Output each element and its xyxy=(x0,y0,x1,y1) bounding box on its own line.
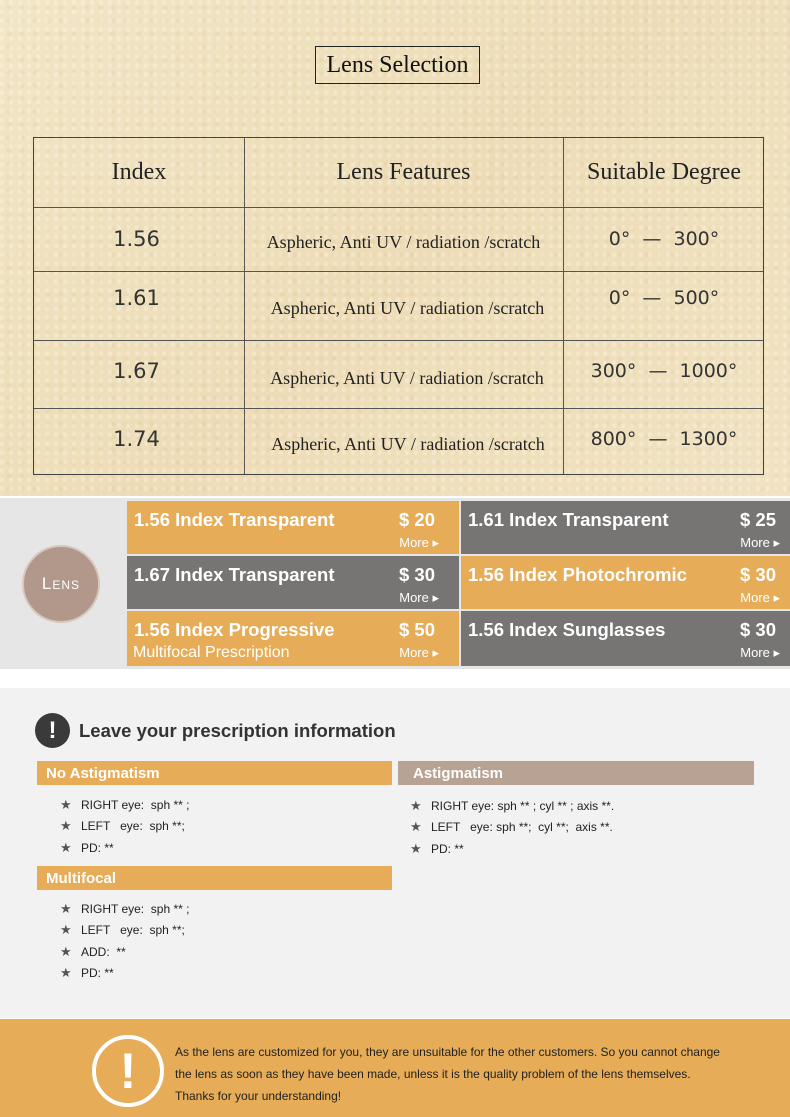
option-name: 1.56 Index Sunglasses xyxy=(468,619,666,640)
star-icon: ★ xyxy=(410,840,422,856)
header-features: Lens Features xyxy=(336,159,471,185)
star-icon: ★ xyxy=(60,796,72,812)
more-link[interactable]: More ▸ xyxy=(399,645,439,660)
row-features: Aspheric, Anti UV / radiation /scratch xyxy=(270,367,544,388)
star-icon: ★ xyxy=(60,943,72,959)
more-link[interactable]: More ▸ xyxy=(740,590,780,605)
header-degree: Suitable Degree xyxy=(587,159,741,185)
row-index: 1.74 xyxy=(113,427,160,451)
option-1-61-transparent[interactable] xyxy=(461,501,790,554)
star-icon: ★ xyxy=(410,819,422,835)
row-index: 1.56 xyxy=(113,227,160,251)
multifocal-bar: Multifocal xyxy=(37,866,392,890)
astigmatism-bar: Astigmatism xyxy=(398,761,754,785)
option-price: $ 30 xyxy=(739,619,776,640)
row-degree: 800° — 1300° xyxy=(590,428,738,450)
notice-line: Thanks for your understanding! xyxy=(175,1089,342,1103)
option-1-56-transparent[interactable] xyxy=(127,501,459,554)
exclamation-icon: ! xyxy=(35,713,70,748)
warning-icon: ! xyxy=(92,1035,164,1107)
option-price: $ 30 xyxy=(739,564,776,585)
lens-options-section xyxy=(0,497,790,669)
more-link[interactable]: More ▸ xyxy=(740,535,780,550)
notice-section xyxy=(0,1019,790,1117)
star-icon: ★ xyxy=(60,839,72,855)
notice-text xyxy=(175,1041,780,1107)
option-price: $ 50 xyxy=(398,619,435,640)
list-item: ★ LEFT eye: sph **; cyl **; axis **. xyxy=(410,819,613,835)
row-index: 1.67 xyxy=(113,359,160,383)
option-name: 1.61 Index Transparent xyxy=(468,509,669,530)
row-index: 1.61 xyxy=(113,285,160,310)
row-features: Aspheric, Anti UV / radiation /scratch xyxy=(270,298,545,318)
lens-badge: Lens xyxy=(22,545,100,623)
list-item: ★ RIGHT eye: sph ** ; xyxy=(60,900,190,916)
row-degree: 0° — 300° xyxy=(608,228,720,250)
lens-selection-title: Lens Selection xyxy=(315,46,480,84)
lens-selection-section xyxy=(0,0,790,496)
option-name: 1.56 Index Photochromic xyxy=(468,564,687,585)
star-icon: ★ xyxy=(60,965,72,981)
lens-table xyxy=(33,137,764,475)
option-price: $ 20 xyxy=(398,509,435,530)
notice-line: As the lens are customized for you, they are unsuitable for the other customers. So you cannot change xyxy=(175,1045,720,1059)
option-name: 1.56 Index Progressive xyxy=(134,619,335,640)
option-1-67-transparent[interactable] xyxy=(127,556,459,609)
list-item: ★ PD: ** xyxy=(60,839,114,855)
option-name: 1.56 Index Transparent xyxy=(134,509,335,530)
option-price: $ 25 xyxy=(739,509,776,530)
divider xyxy=(0,497,790,498)
no-astigmatism-bar: No Astigmatism xyxy=(37,761,392,785)
option-1-56-sunglasses[interactable] xyxy=(461,611,790,666)
astigmatism-list xyxy=(410,795,614,860)
prescription-title: Leave your prescription information xyxy=(79,720,396,741)
star-icon: ★ xyxy=(60,818,72,834)
row-degree: 300° — 1000° xyxy=(590,360,738,382)
option-name: 1.67 Index Transparent xyxy=(134,564,335,585)
header-index: Index xyxy=(111,159,167,185)
row-features: Aspheric, Anti UV / radiation /scratch xyxy=(266,231,541,252)
option-subtitle: Multifocal Prescription xyxy=(133,644,290,661)
list-item: ★ PD: ** xyxy=(60,965,114,981)
no-astigmatism-list xyxy=(60,794,190,859)
more-link[interactable]: More ▸ xyxy=(399,590,439,605)
list-item: ★ ADD: ** xyxy=(60,943,126,959)
list-item: ★ LEFT eye: sph **; xyxy=(60,922,185,938)
row-features: Aspheric, Anti UV / radiation /scratch xyxy=(271,433,545,454)
multifocal-list xyxy=(60,898,190,984)
more-link[interactable]: More ▸ xyxy=(399,535,439,550)
list-item: ★ LEFT eye: sph **; xyxy=(60,818,185,834)
star-icon: ★ xyxy=(410,797,422,813)
star-icon: ★ xyxy=(60,900,72,916)
list-item: ★ PD: ** xyxy=(410,840,464,856)
more-link[interactable]: More ▸ xyxy=(740,645,780,660)
prescription-section xyxy=(0,688,790,1018)
option-1-56-progressive[interactable] xyxy=(127,611,459,666)
row-degree: 0° — 500° xyxy=(608,286,720,309)
option-1-56-photochromic[interactable] xyxy=(461,556,790,609)
list-item: ★ RIGHT eye: sph ** ; cyl ** ; axis **. xyxy=(410,797,615,813)
star-icon: ★ xyxy=(60,922,72,938)
list-item: ★ RIGHT eye: sph ** ; xyxy=(60,796,190,812)
notice-line: the lens as soon as they have been made, unless it is the quality problem of the lens themselves. xyxy=(175,1067,691,1081)
option-price: $ 30 xyxy=(398,564,435,585)
